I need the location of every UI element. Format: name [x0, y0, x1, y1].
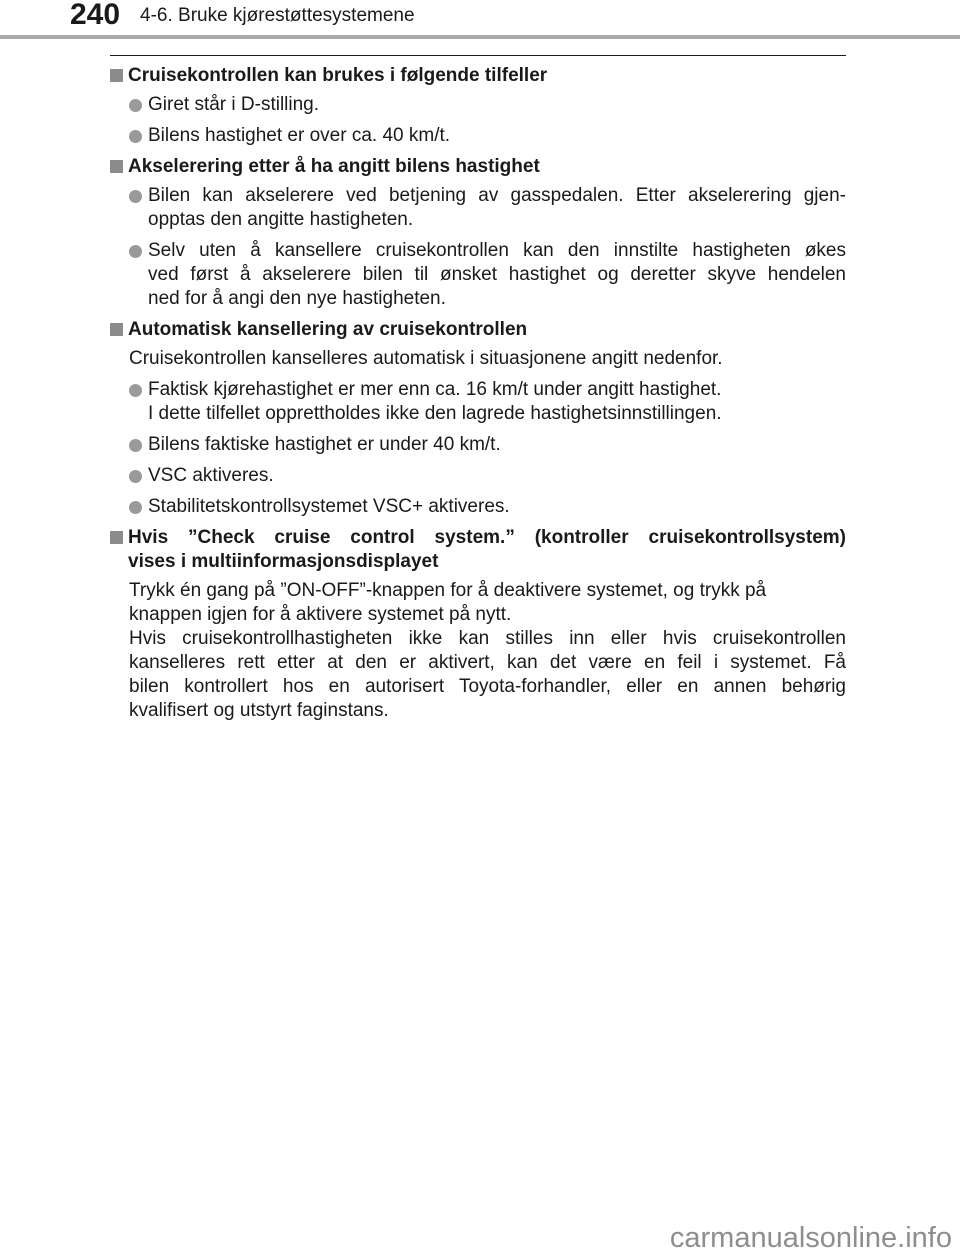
page-content — [110, 64, 846, 730]
list-item — [110, 124, 846, 148]
list-item — [110, 495, 846, 519]
list-item — [110, 378, 846, 426]
list-item-line: I dette tilfellet opprettholdes ikke den lagrede hastighetsinnstillingen. — [148, 403, 722, 424]
list-item — [110, 464, 846, 488]
section-usage-conditions — [110, 64, 846, 148]
heading-text: Automatisk kansellering av cruisekontrollen — [128, 319, 528, 340]
square-bullet-icon — [110, 160, 123, 173]
section-heading — [110, 526, 846, 574]
watermark: carmanualsonline.info — [669, 1222, 952, 1254]
list-item-line: ved først å akselerere bilen til ønsket hastighet og deretter skyve hendelen — [148, 264, 846, 285]
section-heading — [110, 155, 846, 179]
square-bullet-icon — [110, 323, 123, 336]
heading-text: Cruisekontrollen kan brukes i følgende tilfeller — [128, 65, 548, 86]
square-bullet-icon — [110, 69, 123, 82]
round-bullet-icon — [129, 501, 142, 514]
round-bullet-icon — [129, 470, 142, 483]
list-item — [110, 184, 846, 232]
heading-line: Hvis ”Check cruise control system.” (kontroller cruisekontrollsystem) — [128, 527, 846, 548]
round-bullet-icon — [129, 99, 142, 112]
section-acceleration — [110, 155, 846, 311]
list-item-line: Bilen kan akselerere ved betjening av gasspedalen. Etter akselerering gjen- — [148, 185, 846, 206]
section-heading — [110, 318, 846, 342]
list-item-line: Selv uten å kansellere cruisekontrollen kan den innstilte hastigheten økes — [148, 240, 846, 261]
paragraph-line: knappen igjen for å aktivere systemet på nytt. — [129, 604, 512, 625]
heading-line: vises i multiinformasjonsdisplayet — [128, 551, 439, 572]
list-item-text: Giret står i D-stilling. — [148, 94, 320, 115]
header-rule — [0, 35, 960, 39]
round-bullet-icon — [129, 384, 142, 397]
list-item-line: Faktisk kjørehastighet er mer enn ca. 16 km/t under angitt hastighet. — [148, 379, 722, 400]
list-item-text: Bilens hastighet er over ca. 40 km/t. — [148, 125, 451, 146]
list-item — [110, 93, 846, 117]
page-number: 240 — [70, 0, 121, 31]
list-item — [110, 239, 846, 311]
chapter-title: 4-6. Bruke kjørestøttesystemene — [140, 5, 415, 26]
paragraph-line: kanselleres rett etter at den er aktivert, kan det være en feil i systemet. Få — [129, 652, 846, 673]
section-heading — [110, 64, 846, 88]
section-intro: Cruisekontrollen kanselleres automatisk i situasjonene angitt nedenfor. — [129, 348, 723, 369]
round-bullet-icon — [129, 190, 142, 203]
list-item-line: opptas den angitte hastigheten. — [148, 209, 414, 230]
round-bullet-icon — [129, 130, 142, 143]
paragraph-line: bilen kontrollert hos en autorisert Toyota-forhandler, eller en annen behørig — [129, 676, 846, 697]
list-item-text: Stabilitetskontrollsystemet VSC+ aktiveres. — [148, 496, 510, 517]
heading-text: Akselerering etter å ha angitt bilens hastighet — [128, 156, 540, 177]
content-rule — [110, 55, 846, 56]
round-bullet-icon — [129, 245, 142, 258]
paragraph-line: Hvis cruisekontrollhastigheten ikke kan stilles inn eller hvis cruisekontrollen — [129, 628, 846, 649]
list-item — [110, 433, 846, 457]
paragraph-line: kvalifisert og utstyrt faginstans. — [129, 700, 389, 721]
square-bullet-icon — [110, 531, 123, 544]
section-automatic-cancellation — [110, 318, 846, 519]
section-check-cruise-control — [110, 526, 846, 723]
list-item-text: VSC aktiveres. — [148, 465, 274, 486]
paragraph-line: Trykk én gang på ”ON-OFF”-knappen for å deaktivere systemet, og trykk på — [129, 580, 767, 601]
list-item-text: Bilens faktiske hastighet er under 40 km/t. — [148, 434, 501, 455]
list-item-line: ned for å angi den nye hastigheten. — [148, 288, 446, 309]
round-bullet-icon — [129, 439, 142, 452]
section-paragraph — [110, 579, 846, 723]
